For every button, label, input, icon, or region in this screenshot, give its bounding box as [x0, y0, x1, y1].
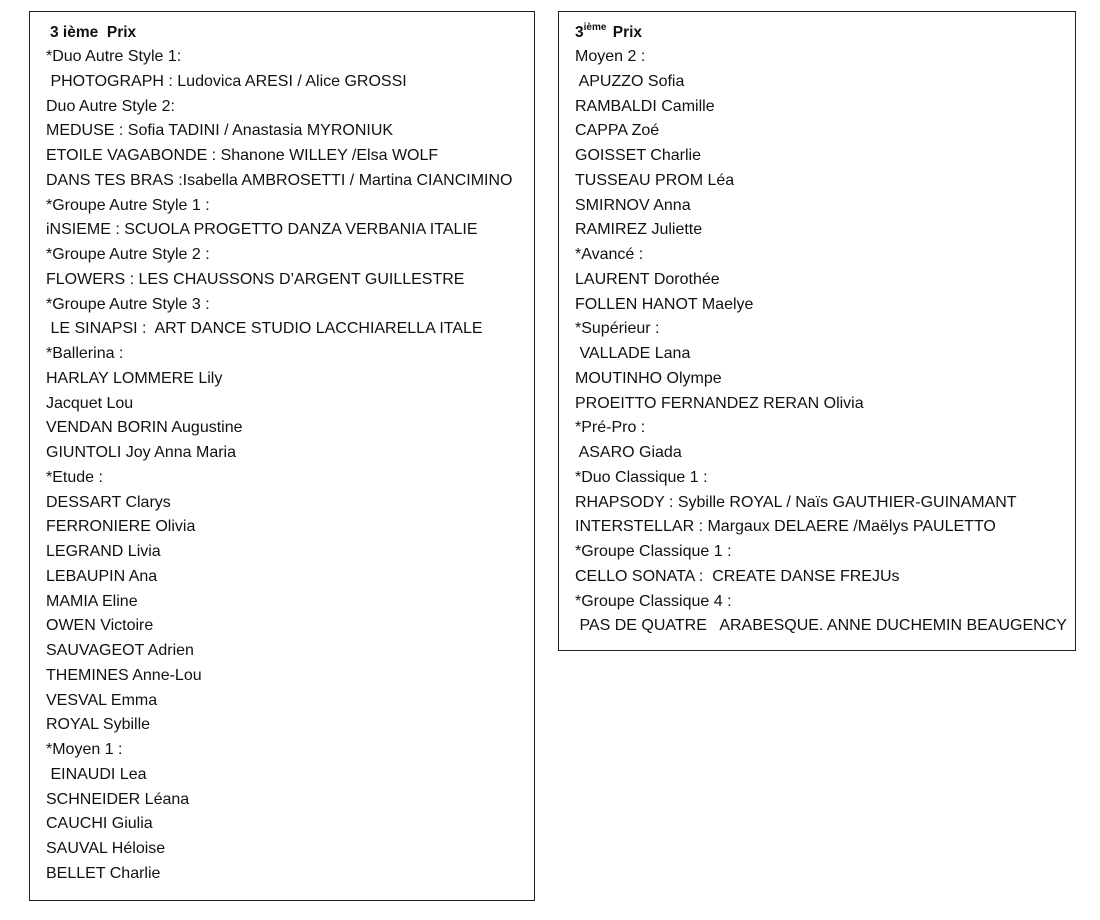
result-line: ASARO Giada [575, 444, 682, 461]
result-line: PROEITTO FERNANDEZ RERAN Olivia [575, 394, 864, 412]
result-line: Moyen 2 : [575, 48, 646, 65]
result-line: *Ballerina : [46, 345, 124, 362]
result-line: *Etude : [46, 468, 103, 486]
result-line: GIUNTOLI Joy Anna Maria [46, 444, 236, 461]
result-line: ETOILE VAGABONDE : Shanone WILLEY /Elsa WOLF [46, 147, 439, 164]
result-line: FERRONIERE Olivia [46, 518, 196, 536]
result-line: INTERSTELLAR : Margaux DELAERE /Maëlys PAULETTO [575, 518, 996, 536]
result-line: MOUTINHO Olympe [575, 369, 722, 387]
result-line: *Groupe Classique 4 : [575, 592, 732, 610]
result-line: OWEN Victoire [46, 617, 154, 635]
result-line: FOLLEN HANOT Maelye [575, 295, 754, 313]
result-line: SMIRNOV Anna [575, 196, 691, 214]
result-line: FLOWERS : LES CHAUSSONS D’ARGENT GUILLESTRE [46, 270, 465, 288]
right-panel-title [575, 23, 642, 45]
result-line: SAUVAGEOT Adrien [46, 642, 194, 659]
result-line: RAMIREZ Juliette [575, 221, 703, 239]
result-line: *Pré-Pro : [575, 419, 646, 437]
result-line: VESVAL Emma [46, 691, 158, 709]
result-line: PHOTOGRAPH : Ludovica ARESI / Alice GROSSI [46, 72, 407, 90]
result-line: VALLADE Lana [575, 345, 691, 362]
result-line: BELLET Charlie [46, 864, 161, 882]
result-line: CELLO SONATA : CREATE DANSE FREJUs [575, 567, 900, 585]
right-results-panel [558, 11, 1076, 651]
left-results-panel [29, 11, 535, 901]
right-title-superscript: ième [583, 22, 607, 33]
result-line: *Supérieur : [575, 320, 660, 338]
result-line: SAUVAL Héloise [46, 840, 166, 857]
result-line: Duo Autre Style 2: [46, 97, 175, 115]
result-line: DESSART Clarys [46, 493, 171, 511]
result-line: CAUCHI Giulia [46, 815, 153, 833]
result-line: LE SINAPSI : ART DANCE STUDIO LACCHIARELLA ITALE [46, 320, 483, 338]
result-line: *Groupe Autre Style 3 : [46, 295, 210, 313]
result-line: *Duo Autre Style 1: [46, 48, 182, 65]
result-line: VENDAN BORIN Augustine [46, 419, 243, 437]
result-line: MAMIA Eline [46, 592, 138, 610]
result-line: EINAUDI Lea [46, 765, 147, 783]
result-line: TUSSEAU PROM Léa [575, 171, 735, 189]
result-line: MEDUSE : Sofia TADINI / Anastasia MYRONIUK [46, 122, 394, 140]
result-line: LEGRAND Livia [46, 543, 161, 560]
result-line: *Moyen 1 : [46, 741, 123, 758]
result-line: SCHNEIDER Léana [46, 790, 190, 808]
result-line: *Groupe Autre Style 1 : [46, 196, 210, 214]
result-line: RHAPSODY : Sybille ROYAL / Naïs GAUTHIER-GUINAMANT [575, 493, 1017, 511]
right-title-number: 3 [575, 24, 584, 41]
result-line: Jacquet Lou [46, 394, 134, 412]
result-line: iNSIEME : SCUOLA PROGETTO DANZA VERBANIA ITALIE [46, 221, 478, 239]
result-line: *Duo Classique 1 : [575, 468, 708, 486]
result-line: LEBAUPIN Ana [46, 567, 158, 585]
result-line: *Groupe Classique 1 : [575, 543, 732, 560]
result-line: *Avancé : [575, 246, 644, 263]
result-line: LAURENT Dorothée [575, 270, 720, 288]
right-title-word: Prix [612, 24, 643, 41]
left-results-list [46, 47, 512, 889]
result-line: RAMBALDI Camille [575, 97, 715, 115]
right-results-list [575, 47, 1067, 641]
result-line: APUZZO Sofia [575, 72, 685, 90]
result-line: CAPPA Zoé [575, 122, 660, 140]
result-line: PAS DE QUATRE ARABESQUE. ANNE DUCHEMIN BEAUGENCY [575, 617, 1067, 635]
left-panel-title: 3 ième Prix [50, 24, 137, 41]
result-line: GOISSET Charlie [575, 147, 701, 164]
result-line: DANS TES BRAS :Isabella AMBROSETTI / Martina CIANCIMINO [46, 171, 513, 189]
result-line: HARLAY LOMMERE Lily [46, 369, 223, 387]
result-line: THEMINES Anne-Lou [46, 666, 202, 684]
result-line: *Groupe Autre Style 2 : [46, 246, 210, 263]
result-line: ROYAL Sybille [46, 716, 151, 734]
